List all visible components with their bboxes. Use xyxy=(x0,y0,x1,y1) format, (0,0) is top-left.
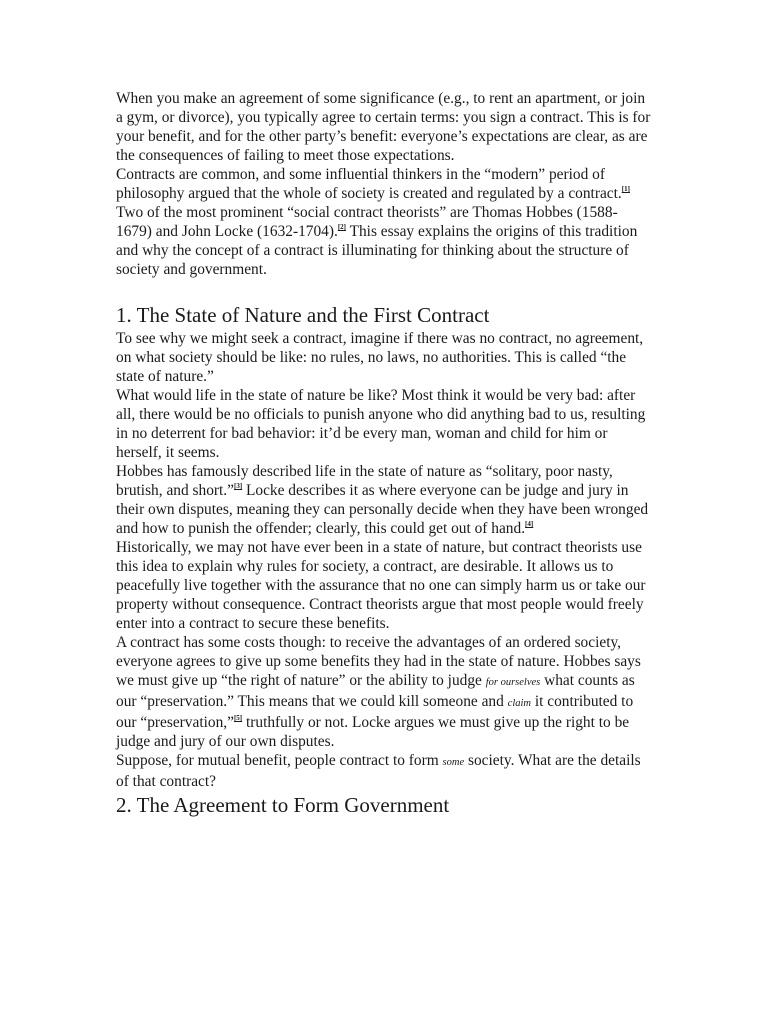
italic-some: some xyxy=(442,757,465,768)
section-1-paragraph-4: Historically, we may not have ever been in a state of nature, but contract theorists use this idea to explain why rules for society, a contract, are desirable. It allows us to peacefully live together with the assurance that no one can simply harm us or take our property without consequence. Contract theorists argue that most people would freely enter into a contract to secure these benefits. xyxy=(116,539,646,632)
section-1-paragraph-2: What would life in the state of nature be like? Most think it would be very bad: after all, there would be no officials to punish anyone who did anything bad to us, resulting in no deterrent for bad behavior: it’d be every man, woman and child for him or herself, it seems. xyxy=(116,387,646,461)
section-1-paragraph-5: A contract has some costs though: to receive the advantages of an ordered society, everyone agrees to give up some benefits they had in the state of nature. Hobbes says we must give up “the right of nature” or the ability to judge for ourselves what counts as our “preservation.” This means that we could kill someone and claim it contributed to our “preservation,”[5] truthfully or not. Locke argues we must give up the right to be judge and jury of our own disputes. xyxy=(116,634,641,750)
section-1-paragraph-3: Hobbes has famously described life in the state of nature as “solitary, poor nasty, brutish, and short.”[3] Locke describes it as where everyone can be judge and jury in their own disputes, meaning they can personally decide when they have been wronged and how to punish the offender; clearly, this could get out of hand.[4] xyxy=(116,463,649,537)
section-1-heading: 1. The State of Nature and the First Contract xyxy=(116,303,490,327)
section-1-paragraph-1: To see why we might seek a contract, imagine if there was no contract, no agreement, on what society should be like: no rules, no laws, no authorities. This is called “the state of nature.” xyxy=(116,330,644,385)
italic-claim: claim xyxy=(507,698,531,709)
footnote-ref-5[interactable]: [5] xyxy=(233,714,243,722)
section-2-heading: 2. The Agreement to Form Government xyxy=(116,793,450,817)
section-1-paragraph-6: Suppose, for mutual benefit, people contract to form some society. What are the details of that contract? xyxy=(116,752,641,790)
italic-for-ourselves: for ourselves xyxy=(485,677,541,688)
footnote-ref-2[interactable]: [2] xyxy=(337,223,347,231)
intro-paragraph-1: When you make an agreement of some significance (e.g., to rent an apartment, or join a gym, or divorce), you typically agree to certain terms: you sign a contract. This is for your benefit, and for the other party’s benefit: everyone’s expectations are clear, as are the consequences of failing to meet those expectations. xyxy=(116,90,651,164)
intro-paragraph-2: Contracts are common, and some influential thinkers in the “modern” period of philosophy argued that the whole of society is created and regulated by a contract.[1] Two of the most prominent “social contract theorists” are Thomas Hobbes (1588-1679) and John Locke (1632-1704).[2] This essay explains the origins of this tradition and why the concept of a contract is illuminating for thinking about the structure of society and government. xyxy=(116,166,638,278)
footnote-ref-3[interactable]: [3] xyxy=(233,482,243,490)
footnote-ref-1[interactable]: [1] xyxy=(621,185,630,193)
footnote-ref-4[interactable]: [4] xyxy=(525,520,534,528)
